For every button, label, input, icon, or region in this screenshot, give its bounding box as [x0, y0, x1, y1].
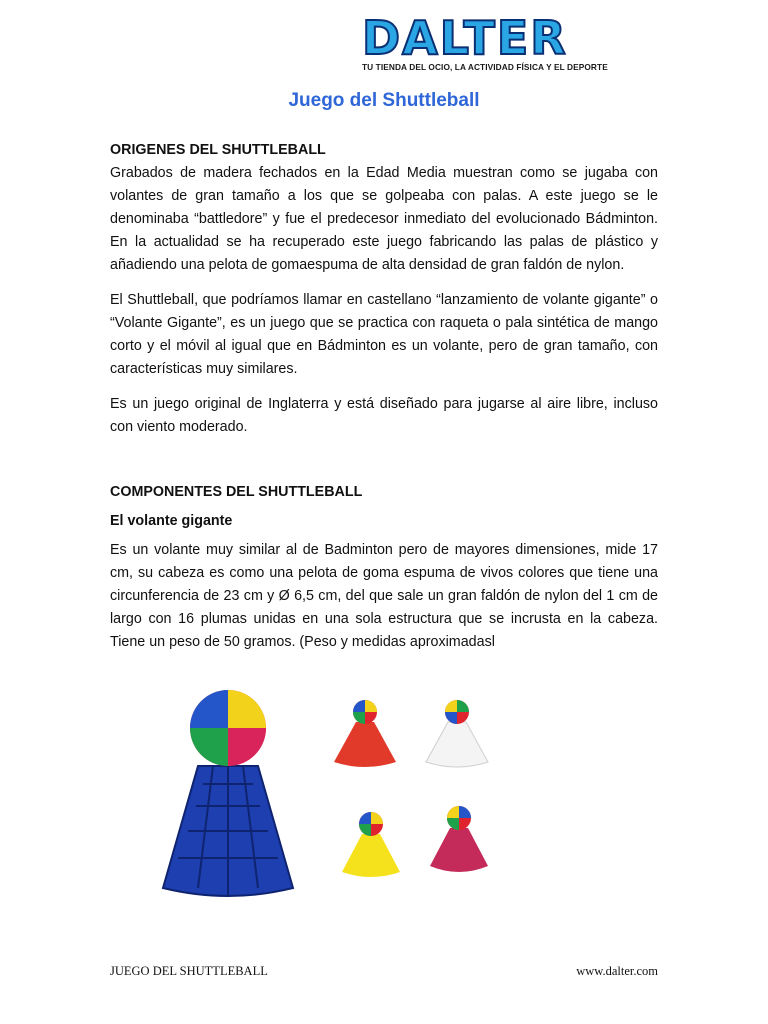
document-body — [110, 139, 658, 654]
volante-paragraph: Es un volante muy similar al de Badminton pero de mayores dimensiones, mide 17 cm, su cabeza es como una pelota de goma espuma de vivos colores que tiene una circunferencia de 23 cm y Ø 6,5 cm, del que sale un gran faldón de nylon del 1 cm de largo con 16 plumas unidas en una sola estructura que se incrusta en la cabeza. Tiene un peso de 50 gramos. (Peso y medidas aproximadasl — [110, 542, 658, 650]
small-white-shuttlecock — [426, 700, 488, 767]
dalter-logo — [362, 11, 634, 72]
volante-heading: El volante gigante — [110, 513, 233, 529]
origins-heading: ORIGENES DEL SHUTTLEBALL — [110, 142, 326, 158]
footer-url: www.dalter.com — [576, 964, 658, 978]
components-heading: COMPONENTES DEL SHUTTLEBALL — [110, 484, 363, 500]
page-title: Juego del Shuttleball — [288, 90, 480, 111]
origins-paragraph-2: El Shuttleball, que podríamos llamar en castellano “lanzamiento de volante gigante” o “Volante Gigante”, es un juego que se practica con raqueta o pala sintética de mango corto y el móvil al igual que en Bádminton es un volante, pero de gran tamaño, con características muy similares. — [110, 292, 658, 377]
origins-paragraph-3: Es un juego original de Inglaterra y está diseñado para jugarse al aire libre, incluso con viento moderado. — [110, 396, 658, 435]
small-yellow-shuttlecock — [342, 812, 400, 877]
shuttlecocks-image — [128, 666, 508, 911]
large-blue-shuttlecock — [163, 690, 293, 896]
small-red-shuttlecock — [334, 700, 396, 767]
logo-tagline: TU TIENDA DEL OCIO, LA ACTIVIDAD FÍSICA Y EL DEPORTE — [362, 62, 608, 72]
logo-wordmark: DALTER — [362, 11, 568, 65]
origins-paragraph-1: Grabados de madera fechados en la Edad Media muestran como se jugaba con volantes de gran tamaño a los que se golpeaba con palas. A este juego se le denominaba “battledore” y fue el predecesor inmediato del evolucionado Bádminton. En la actualidad se ha recuperado este juego fabricando las palas de plástico y añadiendo una pelota de gomaespuma de alta densidad de gran faldón de nylon. — [110, 165, 658, 273]
footer-title: JUEGO DEL SHUTTLEBALL — [110, 964, 268, 978]
small-magenta-shuttlecock — [430, 806, 488, 872]
